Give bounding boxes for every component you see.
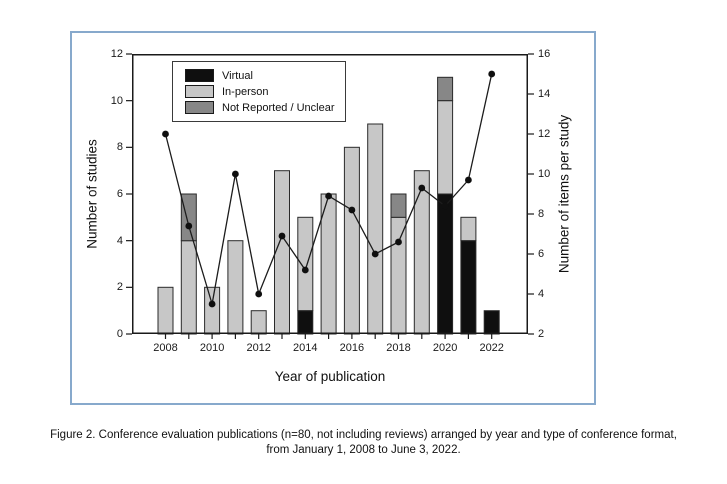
bar-segment-2016-in_person [344,147,359,334]
x-tick-label: 2010 [199,342,225,354]
bar-segment-2010-in_person [205,287,220,334]
y-left-tick-label: 12 [110,48,123,60]
figure-panel [70,31,596,405]
x-tick-label: 2014 [293,342,318,354]
figure-caption-line2: from January 1, 2008 to June 3, 2022. [266,444,461,456]
y-left-tick-label: 4 [116,234,123,247]
bar-segment-2021-virtual [461,241,476,334]
legend-item-in-person [185,85,335,98]
y-left-tick-label: 0 [116,328,123,340]
legend [172,61,346,122]
bar-segment-2020-virtual [438,194,453,334]
bar-segment-2018-in_person [391,217,406,334]
bar-segment-2011-in_person [228,241,243,334]
y-right-tick-label: 12 [538,128,551,140]
bar-segment-2015-in_person [321,194,336,334]
bar-segment-2021-in_person [461,217,476,240]
line-marker-2012 [255,291,262,298]
line-marker-2010 [209,301,216,308]
bar-segment-2019-in_person [414,171,429,334]
bar-segment-2018-not_reported [391,194,406,217]
y-right-tick-label: 8 [538,208,545,220]
bar-segment-2017-in_person [368,124,383,334]
line-marker-2014 [302,267,309,274]
bar-segment-2014-in_person [298,217,313,310]
legend-label-in-person: In-person [222,85,269,98]
figure-caption-line1: Figure 2. Conference evaluation publications (n=80, not including reviews) arranged by year and type of conference format, [50,429,677,441]
x-tick-label: 2018 [386,342,411,354]
line-marker-2022 [488,71,495,78]
legend-label-not-reported: Not Reported / Unclear [222,101,335,114]
legend-item-not-reported [185,101,335,114]
y-left-tick-label: 8 [116,141,123,154]
y-left-tick-label: 2 [116,281,123,294]
line-marker-2013 [279,233,286,240]
y-right-tick-label: 2 [538,328,545,340]
figure-caption [0,428,727,458]
x-tick-label: 2022 [479,342,504,354]
x-tick-label: 2016 [339,342,365,354]
x-tick-label: 2008 [153,342,178,354]
y-left-tick-label: 6 [116,188,123,200]
line-marker-2016 [349,207,356,214]
x-tick-label: 2012 [246,342,271,354]
y-right-tick-label: 6 [538,248,545,260]
bar-segment-2022-virtual [484,311,499,334]
line-marker-2011 [232,171,239,178]
line-marker-2008 [162,131,169,138]
line-marker-2017 [372,251,379,258]
bar-segment-2020-in_person [438,101,453,194]
bar-segment-2014-virtual [298,311,313,334]
line-marker-2020 [442,203,449,210]
line-marker-2009 [185,223,192,230]
x-axis-title: Year of publication [274,369,386,384]
legend-swatch-in-person [185,85,214,98]
line-marker-2018 [395,239,402,246]
bar-segment-2009-not_reported [181,194,196,241]
bar-segment-2013-in_person [275,171,290,334]
bar-segment-2009-in_person [181,241,196,334]
y-right-tick-label: 10 [538,168,551,180]
bar-segment-2008-in_person [158,287,173,334]
bar-segment-2012-in_person [251,311,266,334]
line-marker-2019 [418,185,425,192]
x-tick-label: 2020 [432,342,458,354]
y-right-tick-label: 4 [538,288,545,300]
bar-segment-2020-not_reported [438,77,453,100]
y-axis-left-title: Number of studies [84,139,100,249]
line-marker-2021 [465,177,472,184]
y-right-tick-label: 16 [538,48,551,60]
y-left-tick-label: 10 [110,94,123,107]
line-marker-2015 [325,193,332,200]
legend-item-virtual [185,69,335,82]
y-axis-right-title: Number of items per study [556,114,572,274]
y-right-tick-label: 14 [538,88,551,100]
legend-label-virtual: Virtual [222,69,253,82]
legend-swatch-virtual [185,69,214,82]
legend-swatch-not-reported [185,101,214,114]
